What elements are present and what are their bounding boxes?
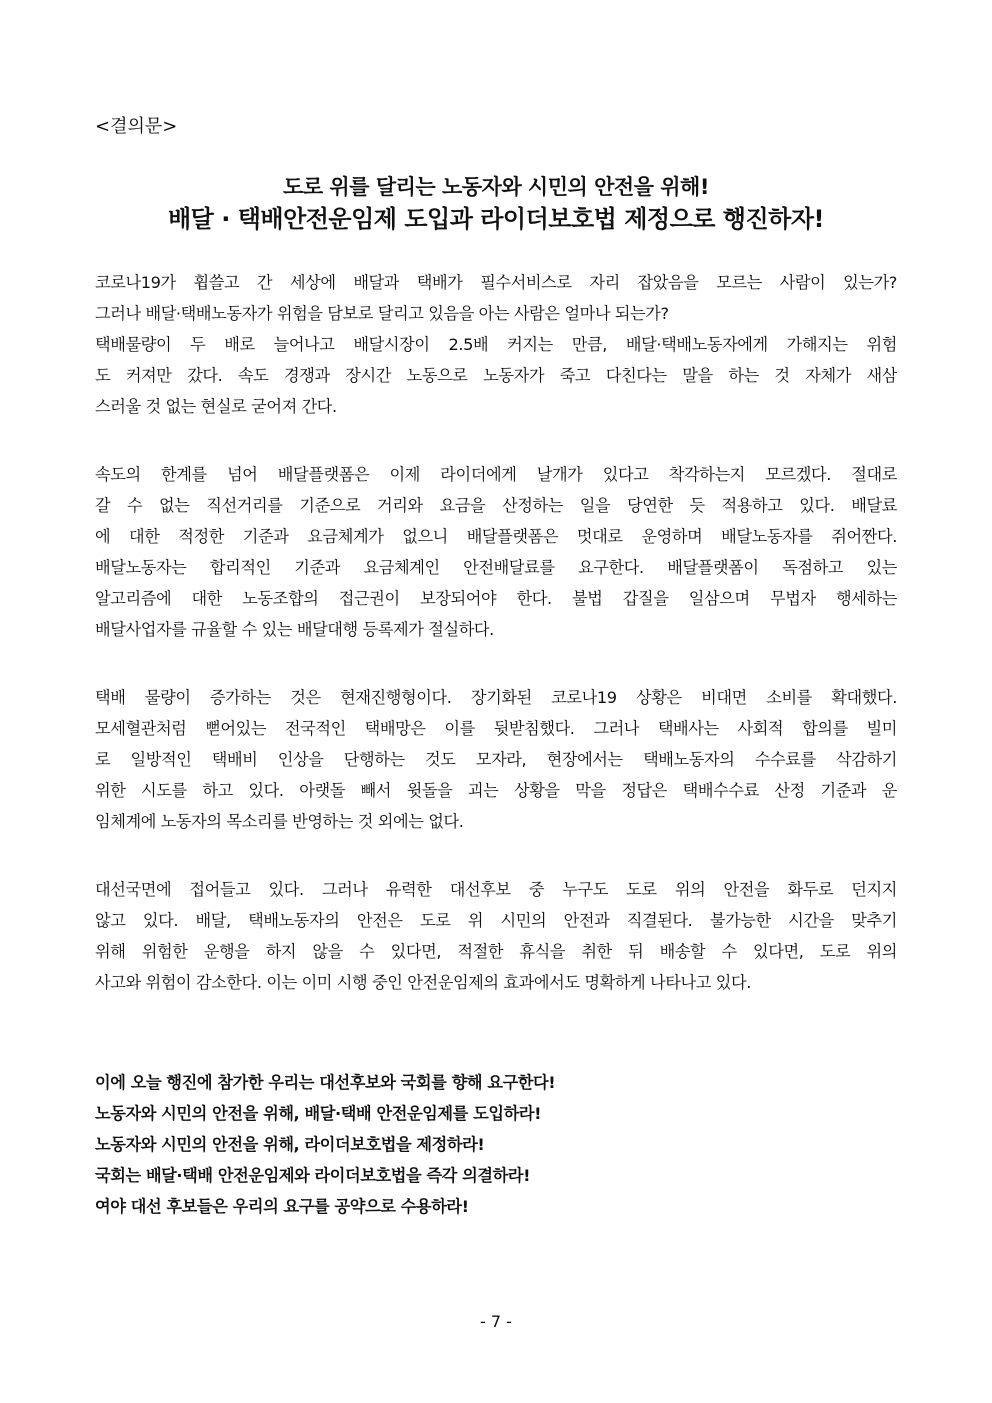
paragraph-line: 택배 물량이 증가하는 것은 현재진행형이다. 장기화된 코로나19 상황은 비대면 소비를 확대했다. [95,688,897,707]
paragraph-line: 택배물량이 두 배로 늘어나고 배달시장이 2.5배 커지는 만큼, 배달·택배노동자에게 가해지는 위험 [95,335,897,354]
demand-item: 노동자와 시민의 안전을 위해, 배달·택배 안전운임제를 도입하라! [95,1104,542,1123]
paragraph-line: 그러나 배달·택배노동자가 위험을 담보로 달리고 있음을 아는 사람은 얼마나 되는가? [95,304,669,323]
paragraph-line: 사고와 위험이 감소한다. 이는 이미 시행 중인 안전운임제의 효과에서도 명확하게 나타나고 있다. [95,973,751,992]
page-number: - 7 - [480,1312,512,1331]
paragraph-line: 도 커져만 갔다. 속도 경쟁과 장시간 노동으로 노동자가 죽고 다친다는 말을 하는 것 자체가 새삼 [95,366,897,385]
paragraph-line: 로 일방적인 택배비 인상을 단행하는 것도 모자라, 현장에서는 택배노동자의 수수료를 삭감하기 [95,750,897,769]
paragraph-2 [95,459,897,645]
paragraph-line: 임체계에 노동자의 목소리를 반영하는 것 외에는 없다. [95,812,464,831]
paragraph-line: 위한 시도를 하고 있다. 아랫돌 빼서 윗돌을 괴는 상황을 막을 정답은 택배수수료 산정 기준과 운 [95,781,897,800]
paragraph-3 [95,682,897,837]
paragraph-line: 위해 위험한 운행을 하지 않을 수 있다면, 적절한 휴식을 취한 뒤 배송할 수 있다면, 도로 위의 [95,942,897,961]
paragraph-line: 스러울 것 없는 현실로 굳어져 간다. [95,397,337,416]
paragraph-line: 알고리즘에 대한 노동조합의 접근권이 보장되어야 한다. 불법 갑질을 일삼으며 무법자 행세하는 [95,589,897,608]
title-line-1: 도로 위를 달리는 노동자와 시민의 안전을 위해! [283,175,709,199]
paragraph-line: 모세혈관처럼 뻗어있는 전국적인 택배망은 이를 뒷받침했다. 그러나 택배사는 사회적 합의를 빌미 [95,719,897,738]
document-label: <결의문> [95,116,178,137]
paragraph-line: 배달사업자를 규율할 수 있는 배달대행 등록제가 절실하다. [95,620,494,639]
paragraph-line: 배달노동자는 합리적인 기준과 요금체계인 안전배달료를 요구한다. 배달플랫폼이 독점하고 있는 [95,558,897,577]
paragraph-4 [95,874,897,998]
paragraph-line: 대선국면에 접어들고 있다. 그러나 유력한 대선후보 중 누구도 도로 위의 안전을 화두로 던지지 [95,880,897,899]
paragraph-1 [95,267,897,422]
title-line-2: 배달 · 택배안전운임제 도입과 라이더보호법 제정으로 행진하자! [168,205,824,233]
demand-item: 국회는 배달·택배 안전운임제와 라이더보호법을 즉각 의결하라! [95,1166,531,1185]
paragraph-line: 에 대한 적정한 기준과 요금체계가 없으니 배달플랫폼은 멋대로 운영하며 배달노동자를 쥐어짠다. [95,527,897,546]
paragraph-line: 갈 수 없는 직선거리를 기준으로 거리와 요금을 산정하는 일을 당연한 듯 적용하고 있다. 배달료 [95,496,897,515]
paragraph-line: 속도의 한계를 넘어 배달플랫폼은 이제 라이더에게 날개가 있다고 착각하는지 모르겠다. 절대로 [95,465,897,484]
demand-item: 이에 오늘 행진에 참가한 우리는 대선후보와 국회를 향해 요구한다! [95,1073,556,1092]
paragraph-line: 코로나19가 휩쓸고 간 세상에 배달과 택배가 필수서비스로 자리 잡았음을 모르는 사람이 있는가? [95,273,897,292]
demands-list [95,1067,897,1222]
paragraph-line: 않고 있다. 배달, 택배노동자의 안전은 도로 위 시민의 안전과 직결된다. 불가능한 시간을 맞추기 [95,911,897,930]
demand-item: 노동자와 시민의 안전을 위해, 라이더보호법을 제정하라! [95,1135,485,1154]
demand-item: 여야 대선 후보들은 우리의 요구를 공약으로 수용하라! [95,1197,469,1216]
